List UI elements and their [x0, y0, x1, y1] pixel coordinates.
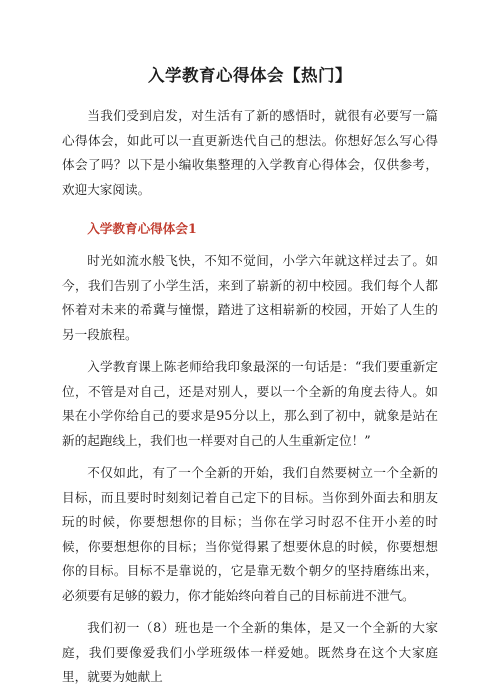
body-paragraph-3: 不仅如此，有了一个全新的开始，我们自然要树立一个全新的目标，而且要时时刻刻记着自己定下的目标。当你到外面去和朋友玩的时候，你要想想你的目标；当你在学习时忍不住开小差的时候，你要想想你的目标；当你觉得累了想要休息的时候，你要想想你的目标。目标不是靠说的，它是靠无数个朝夕的坚持磨练出来，必须要有足够的毅力，你才能始终向着自己的目标前进不泄气。 [62, 465, 438, 603]
body-paragraph-4: 我们初一（8）班也是一个全新的集体，是又一个全新的大家庭，我们要像爱我们小学班级体一样爱她。既然身在这个大家庭里，就要为她献上 [62, 620, 438, 684]
section-heading: 入学教育心得体会1 [87, 221, 197, 236]
body-paragraph-1: 时光如流水般飞快，不知不觉间，小学六年就这样过去了。如今，我们告别了小学生活，来到了崭新的初中校园。我们每个人都怀着对未来的希冀与憧憬，踏进了这相崭新的校园，开始了人生的另一段旅程。 [62, 253, 438, 342]
body-paragraph-2: 入学教育课上陈老师给我印象最深的一句话是：“我们要重新定位，不管是对自己，还是对别人，要以一个全新的角度去待人。如果在小学你给自己的要求是95分以上，那么到了初中，就象是站在新的起跑线上，我们也一样要对自己的人生重新定位！” [62, 359, 438, 448]
document-title: 入学教育心得体会【热门】 [148, 66, 352, 85]
intro-paragraph: 当我们受到启发，对生活有了新的感悟时，就很有必要写一篇心得体会，如此可以一直更新迭代自己的想法。你想好怎么写心得体会了吗？以下是小编收集整理的入学教育心得体会，仅供参考，欢迎大家阅读。 [62, 108, 438, 197]
